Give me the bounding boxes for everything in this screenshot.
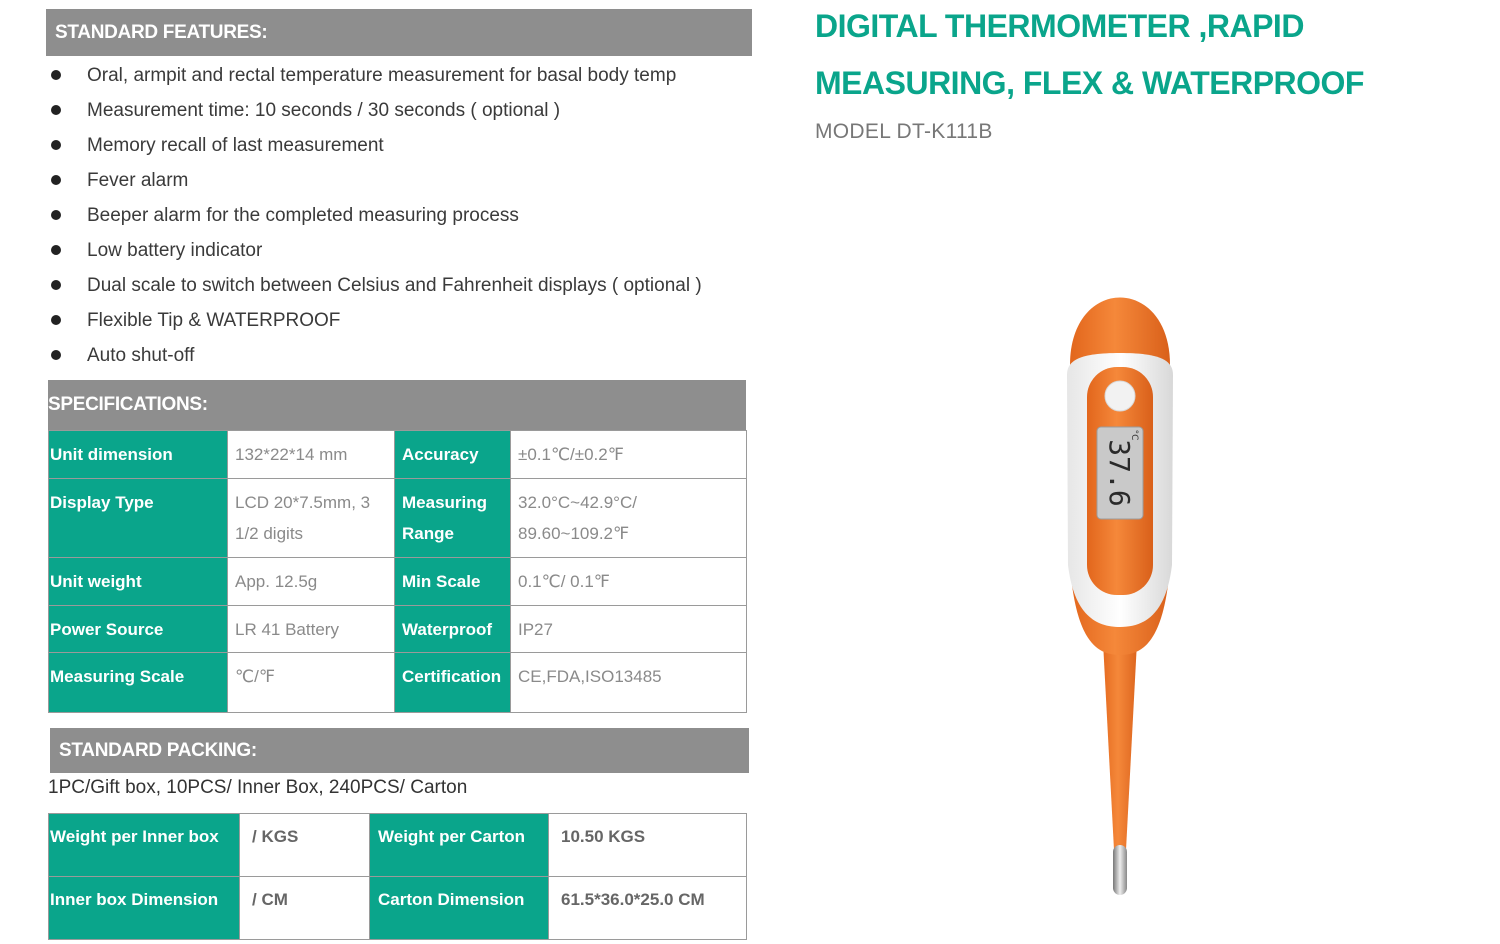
- table-row: [49, 431, 747, 479]
- list-item: [48, 198, 702, 233]
- features-heading-bar: [46, 9, 752, 56]
- spec-value: 0.1℃/ 0.1℉: [511, 558, 747, 606]
- list-item: [48, 58, 702, 93]
- spec-label: Waterproof: [395, 606, 511, 653]
- specs-table: [48, 430, 747, 713]
- feature-text: Low battery indicator: [87, 240, 263, 261]
- packing-heading: STANDARD PACKING:: [59, 739, 257, 761]
- spec-label: Measuring Range: [395, 479, 511, 558]
- spec-value: CE,FDA,ISO13485: [511, 653, 747, 713]
- feature-text: Measurement time: 10 seconds / 30 seconds ( optional ): [87, 100, 561, 121]
- bullet-icon: [51, 105, 61, 115]
- lcd-unit: °C: [1129, 429, 1139, 441]
- bullet-icon: [51, 140, 61, 150]
- spec-label: Certification: [395, 653, 511, 713]
- table-row: [49, 877, 747, 940]
- list-item: [48, 128, 702, 163]
- table-row: [49, 558, 747, 606]
- list-item: [48, 163, 702, 198]
- packing-table: [48, 813, 747, 940]
- lcd-reading: 37.6: [1103, 439, 1136, 507]
- bullet-icon: [51, 315, 61, 325]
- thermometer-tip: [1113, 845, 1127, 895]
- table-row: [49, 814, 747, 877]
- feature-text: Dual scale to switch between Celsius and Fahrenheit displays ( optional ): [87, 275, 702, 296]
- list-item: [48, 303, 702, 338]
- spec-value: LCD 20*7.5mm, 3 1/2 digits: [228, 479, 395, 558]
- spec-label: Power Source: [49, 606, 228, 653]
- spec-label: Min Scale: [395, 558, 511, 606]
- list-item: [48, 338, 702, 373]
- packing-label: Inner box Dimension: [49, 877, 240, 940]
- power-button[interactable]: [1105, 381, 1135, 411]
- list-item: [48, 268, 702, 303]
- spec-value: 132*22*14 mm: [228, 431, 395, 479]
- packing-value: / KGS: [240, 814, 370, 877]
- packing-value: 61.5*36.0*25.0 CM: [549, 877, 747, 940]
- feature-text: Memory recall of last measurement: [87, 135, 384, 156]
- feature-text: Flexible Tip & WATERPROOF: [87, 310, 341, 331]
- spec-value: 32.0°C~42.9°C/ 89.60~109.2℉: [511, 479, 747, 558]
- packing-label: Weight per Carton: [370, 814, 549, 877]
- table-row: [49, 479, 747, 558]
- list-item: [48, 233, 702, 268]
- bullet-icon: [51, 210, 61, 220]
- feature-text: Oral, armpit and rectal temperature measurement for basal body temp: [87, 65, 677, 86]
- bullet-icon: [51, 280, 61, 290]
- table-row: [49, 653, 747, 713]
- spec-label: Display Type: [49, 479, 228, 558]
- features-list: [48, 58, 702, 373]
- packing-value: / CM: [240, 877, 370, 940]
- packing-label: Carton Dimension: [370, 877, 549, 940]
- packing-text: 1PC/Gift box, 10PCS/ Inner Box, 240PCS/ Carton: [48, 777, 468, 798]
- spec-label: Unit dimension: [49, 431, 228, 479]
- spec-value: App. 12.5g: [228, 558, 395, 606]
- feature-text: Auto shut-off: [87, 345, 195, 366]
- model-number: MODEL DT-K111B: [815, 120, 993, 143]
- product-title-line1: DIGITAL THERMOMETER ,RAPID: [815, 8, 1304, 44]
- bullet-icon: [51, 70, 61, 80]
- spec-value: ℃/℉: [228, 653, 395, 713]
- spec-label: Measuring Scale: [49, 653, 228, 713]
- packing-heading-bar: [50, 728, 749, 773]
- packing-label: Weight per Inner box: [49, 814, 240, 877]
- list-item: [48, 93, 702, 128]
- feature-text: Beeper alarm for the completed measuring process: [87, 205, 519, 226]
- spec-value: ±0.1℃/±0.2℉: [511, 431, 747, 479]
- thermometer-image: [1060, 255, 1180, 905]
- spec-value: LR 41 Battery: [228, 606, 395, 653]
- features-heading: STANDARD FEATURES:: [55, 21, 268, 43]
- product-title-line2: MEASURING, FLEX & WATERPROOF: [815, 65, 1364, 101]
- spec-label: Unit weight: [49, 558, 228, 606]
- bullet-icon: [51, 245, 61, 255]
- packing-value: 10.50 KGS: [549, 814, 747, 877]
- spec-value: IP27: [511, 606, 747, 653]
- specs-heading-bar: [48, 380, 746, 430]
- bullet-icon: [51, 175, 61, 185]
- specs-heading: SPECIFICATIONS:: [48, 394, 208, 415]
- bullet-icon: [51, 350, 61, 360]
- feature-text: Fever alarm: [87, 170, 189, 191]
- table-row: [49, 606, 747, 653]
- spec-label: Accuracy: [395, 431, 511, 479]
